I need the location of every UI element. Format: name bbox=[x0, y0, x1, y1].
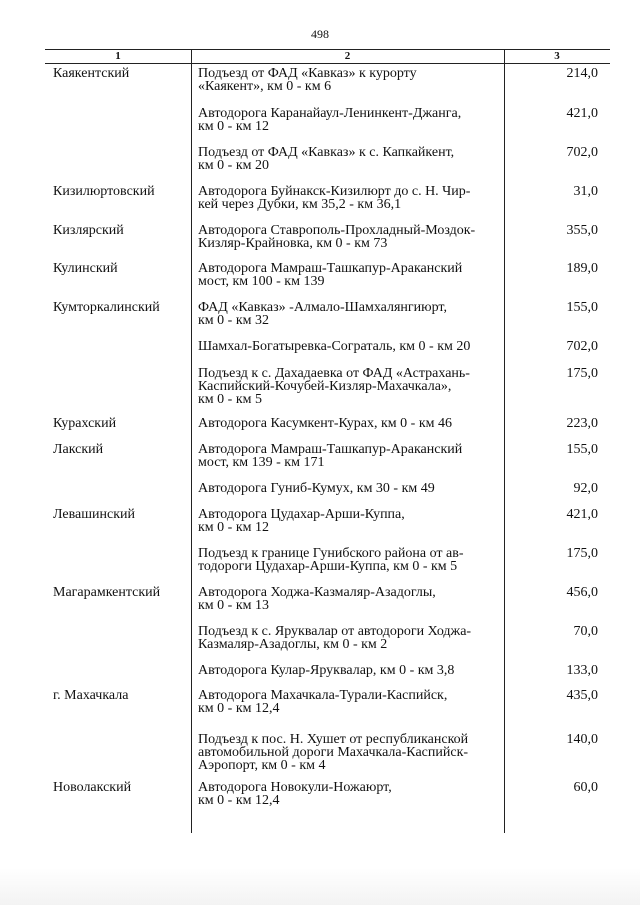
district-cell: Курахский bbox=[53, 416, 117, 431]
road-cell: Шамхал-Богатыревка-Сограталь, км 0 - км 20 bbox=[198, 339, 471, 354]
value-cell: 421,0 bbox=[566, 507, 598, 522]
column-divider-1 bbox=[191, 49, 192, 833]
road-cell: Автодорога Новокули-Ножаюрт, км 0 - км 12,4 bbox=[198, 780, 392, 808]
road-cell: Автодорога Мамраш-Ташкапур-Араканский мост, км 139 - км 171 bbox=[198, 442, 463, 470]
value-cell: 456,0 bbox=[566, 585, 598, 600]
road-cell: Автодорога Кулар-Яруквалар, км 0 - км 3,8 bbox=[198, 663, 455, 678]
road-cell: Автодорога Каранайаул-Ленинкент-Джанга, км 0 - км 12 bbox=[198, 106, 462, 134]
district-cell: г. Махачкала bbox=[53, 688, 129, 703]
district-cell: Кулинский bbox=[53, 261, 118, 276]
value-cell: 92,0 bbox=[573, 481, 598, 496]
district-cell: Новолакский bbox=[53, 780, 132, 795]
district-cell: Магарамкентский bbox=[53, 585, 161, 600]
road-cell: Подъезд к пос. Н. Хушет от республиканской автомобильной дороги Махачкала-Каспийск- Аэропорт, км 0 - км 4 bbox=[198, 732, 469, 773]
district-cell: Кизилюртовский bbox=[53, 184, 155, 199]
value-cell: 435,0 bbox=[566, 688, 598, 703]
road-cell: Автодорога Касумкент-Курах, км 0 - км 46 bbox=[198, 416, 452, 431]
value-cell: 60,0 bbox=[573, 780, 598, 795]
road-cell: Подъезд к границе Гунибского района от ав- тодороги Цудахар-Арши-Куппа, км 0 - км 5 bbox=[198, 546, 464, 574]
value-cell: 355,0 bbox=[566, 223, 598, 238]
road-cell: Подъезд от ФАД «Кавказ» к с. Капкайкент, км 0 - км 20 bbox=[198, 145, 455, 173]
value-cell: 31,0 bbox=[573, 184, 598, 199]
column-header-2: 2 bbox=[344, 50, 351, 62]
value-cell: 70,0 bbox=[573, 624, 598, 639]
road-table bbox=[45, 49, 610, 833]
road-cell: Автодорога Махачкала-Турали-Каспийск, км 0 - км 12,4 bbox=[198, 688, 448, 716]
road-cell: Подъезд от ФАД «Кавказ» к курорту «Каякент», км 0 - км 6 bbox=[198, 66, 417, 94]
district-cell: Кумторкалинский bbox=[53, 300, 160, 315]
value-cell: 133,0 bbox=[566, 663, 598, 678]
value-cell: 223,0 bbox=[566, 416, 598, 431]
page-edge bbox=[0, 868, 640, 905]
road-cell: Автодорога Гуниб-Кумух, км 30 - км 49 bbox=[198, 481, 435, 496]
value-cell: 175,0 bbox=[566, 546, 598, 561]
district-cell: Кизлярский bbox=[53, 223, 124, 238]
road-cell: Автодорога Буйнакск-Кизилюрт до с. Н. Чир- кей через Дубки, км 35,2 - км 36,1 bbox=[198, 184, 471, 212]
page-number: 498 bbox=[311, 27, 329, 41]
road-cell: ФАД «Кавказ» -Алмало-Шамхалянгиюрт, км 0 - км 32 bbox=[198, 300, 447, 328]
value-cell: 175,0 bbox=[566, 366, 598, 381]
road-cell: Автодорога Цудахар-Арши-Куппа, км 0 - км 12 bbox=[198, 507, 405, 535]
value-cell: 155,0 bbox=[566, 442, 598, 457]
value-cell: 702,0 bbox=[566, 145, 598, 160]
column-header-3: 3 bbox=[554, 50, 560, 62]
road-cell: Автодорога Ходжа-Казмаляр-Азадоглы, км 0 - км 13 bbox=[198, 585, 436, 613]
value-cell: 702,0 bbox=[566, 339, 598, 354]
district-cell: Левашинский bbox=[53, 507, 136, 522]
value-cell: 189,0 bbox=[566, 261, 598, 276]
column-header-1: 1 bbox=[115, 50, 121, 62]
value-cell: 214,0 bbox=[566, 66, 598, 81]
district-cell: Лакский bbox=[53, 442, 104, 457]
road-cell: Подъезд к с. Яруквалар от автодороги Ходжа- Казмаляр-Азадоглы, км 0 - км 2 bbox=[198, 624, 472, 652]
district-cell: Каякентский bbox=[53, 66, 130, 81]
value-cell: 155,0 bbox=[566, 300, 598, 315]
road-cell: Автодорога Ставрополь-Прохладный-Моздок- Кизляр-Крайновка, км 0 - км 73 bbox=[198, 223, 476, 251]
road-cell: Подъезд к с. Дахадаевка от ФАД «Астрахань- Каспийский-Кочубей-Кизляр-Махачкала», км 0 - км 5 bbox=[198, 366, 470, 407]
road-cell: Автодорога Мамраш-Ташкапур-Араканский мост, км 100 - км 139 bbox=[198, 261, 463, 289]
value-cell: 421,0 bbox=[566, 106, 598, 121]
value-cell: 140,0 bbox=[566, 732, 598, 747]
header-bottom-rule bbox=[45, 63, 610, 64]
column-divider-2 bbox=[504, 49, 505, 833]
